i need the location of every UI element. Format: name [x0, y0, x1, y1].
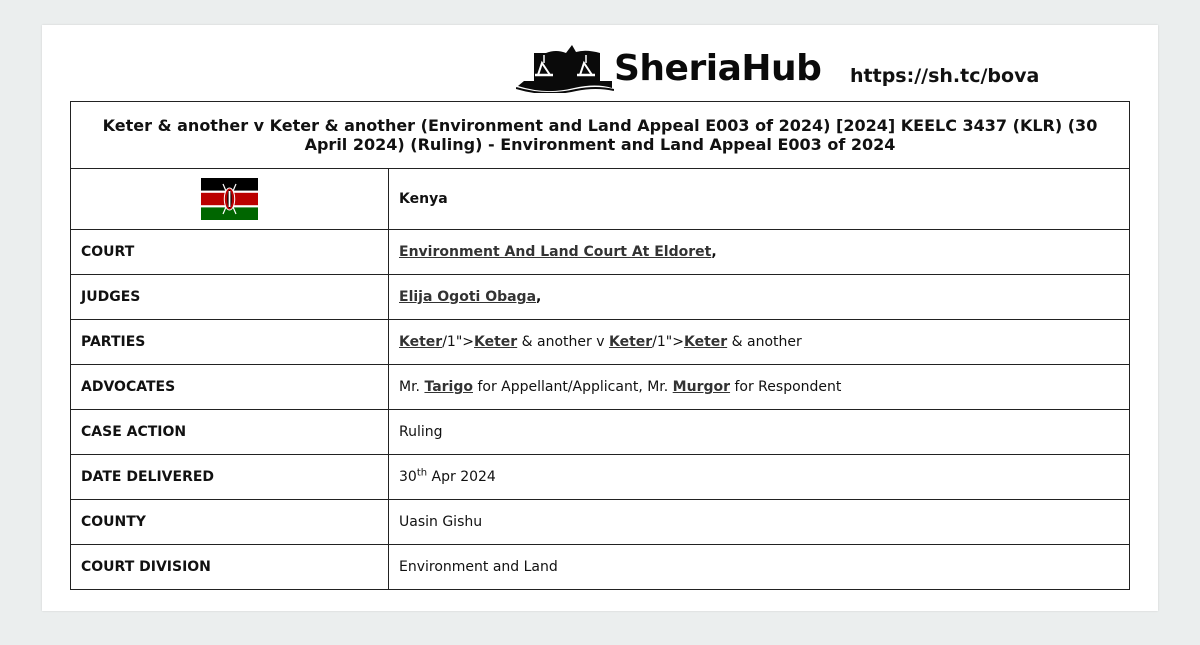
advocate-link[interactable]: Tarigo	[424, 379, 473, 395]
party-link[interactable]: Keter	[608, 334, 653, 350]
logo-text: SheriaHub	[614, 48, 822, 89]
date-delivered-label: DATE DELIVERED	[71, 455, 389, 500]
court-value	[389, 230, 1130, 275]
party-link[interactable]: Keter	[683, 334, 728, 350]
court-suffix: ,	[711, 244, 717, 260]
court-division-row	[71, 545, 1130, 590]
flag-cell	[71, 169, 389, 230]
date-delivered-row	[71, 455, 1130, 500]
short-url[interactable]: https://sh.tc/bova	[850, 65, 1040, 87]
case-metadata-table	[70, 101, 1130, 590]
court-division-value: Environment and Land	[389, 545, 1130, 590]
parties-text: & another	[727, 334, 802, 350]
scales-of-justice-icon	[516, 43, 614, 93]
party-link[interactable]: Keter	[399, 334, 443, 350]
judge-link[interactable]: Elija Ogoti Obaga	[399, 289, 537, 305]
document-page	[42, 25, 1158, 611]
kenya-flag-icon	[201, 178, 258, 220]
court-label: COURT	[71, 230, 389, 275]
advocates-value	[389, 365, 1130, 410]
advocates-text: for Respondent	[730, 379, 842, 395]
judges-row	[71, 275, 1130, 320]
parties-value	[389, 320, 1130, 365]
parties-row	[71, 320, 1130, 365]
parties-label: PARTIES	[71, 320, 389, 365]
country-name: Kenya	[389, 169, 1130, 230]
page-header	[42, 25, 1158, 101]
case-action-value: Ruling	[389, 410, 1130, 455]
country-row	[71, 169, 1130, 230]
judges-suffix: ,	[536, 289, 542, 305]
judges-label: JUDGES	[71, 275, 389, 320]
date-day-suffix: th	[416, 467, 428, 479]
judges-value	[389, 275, 1130, 320]
advocates-row	[71, 365, 1130, 410]
title-row	[71, 102, 1130, 169]
sheriahub-logo[interactable]	[516, 43, 821, 93]
court-link[interactable]: Environment And Land Court At Eldoret	[399, 244, 712, 260]
date-day: 30	[399, 469, 417, 485]
date-delivered-value	[389, 455, 1130, 500]
parties-text: /1">	[442, 334, 474, 350]
court-row	[71, 230, 1130, 275]
court-division-label: COURT DIVISION	[71, 545, 389, 590]
parties-text: /1">	[652, 334, 684, 350]
date-rest: Apr 2024	[427, 469, 496, 485]
advocates-label: ADVOCATES	[71, 365, 389, 410]
county-row	[71, 500, 1130, 545]
county-value: Uasin Gishu	[389, 500, 1130, 545]
advocates-text: for Appellant/Applicant, Mr.	[473, 379, 673, 395]
case-action-label: CASE ACTION	[71, 410, 389, 455]
advocates-text: Mr.	[399, 379, 425, 395]
case-title: Keter & another v Keter & another (Environment and Land Appeal E003 of 2024) [2024] KEELC 3437 (KLR) (30 April 2024) (Ruling) - Environment and Land Appeal E003 of 2024	[71, 102, 1130, 169]
parties-text: & another v	[517, 334, 609, 350]
party-link[interactable]: Keter	[474, 334, 518, 350]
county-label: COUNTY	[71, 500, 389, 545]
case-action-row	[71, 410, 1130, 455]
advocate-link[interactable]: Murgor	[672, 379, 731, 395]
